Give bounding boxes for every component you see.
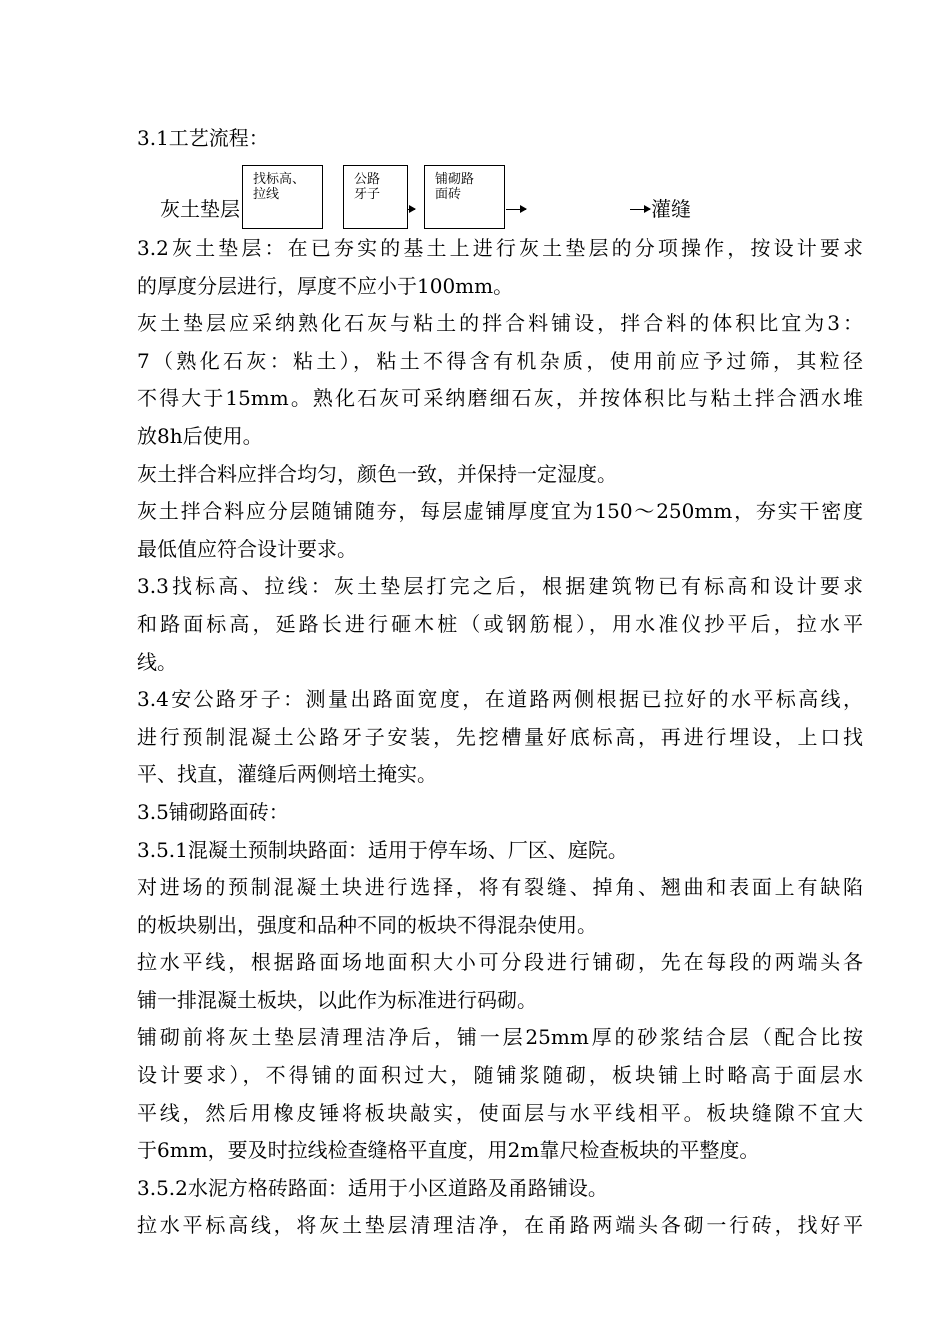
flow-end-label: 灌缝 bbox=[651, 197, 691, 221]
flow-start-label: 灰土垫层 bbox=[160, 197, 240, 221]
text-line: 灰土垫层应采纳熟化石灰与粘土的拌合料铺设，拌合料的体积比宜为3： bbox=[137, 311, 863, 336]
text-line: 灰土拌合料应拌合均匀，颜色一致，并保持一定湿度。 bbox=[137, 461, 617, 486]
text-line: 铺一排混凝土板块，以此作为标准进行码砌。 bbox=[137, 987, 537, 1012]
flow-step-box-3 bbox=[424, 165, 505, 229]
section-heading: 3.1工艺流程： bbox=[137, 126, 269, 150]
text-line: 平线，然后用橡皮锤将板块敲实，使面层与水平线相平。板块缝隙不宜大 bbox=[137, 1100, 863, 1125]
text-line: 对进场的预制混凝土块进行选择，将有裂缝、掉角、翘曲和表面上有缺陷 bbox=[137, 875, 863, 900]
text-line: 3.5.2水泥方格砖路面：适用于小区道路及甬路铺设。 bbox=[137, 1175, 608, 1200]
text-line: 3.4安公路牙子：测量出路面宽度，在道路两侧根据已拉好的水平标高线， bbox=[137, 687, 863, 712]
flow-step-1-line2: 拉线 bbox=[253, 187, 280, 202]
flow-step-box-2 bbox=[343, 165, 408, 229]
flow-arrow-icon bbox=[506, 209, 526, 210]
text-line: 的厚度分层进行，厚度不应小于100mm。 bbox=[137, 273, 514, 298]
text-line: 3.5铺砌路面砖： bbox=[137, 799, 289, 824]
body-text bbox=[137, 230, 863, 1245]
flow-step-3-line1: 铺砌路 bbox=[435, 172, 475, 187]
text-line: 铺砌前将灰土垫层清理洁净后，铺一层25mm厚的砂浆结合层（配合比按 bbox=[137, 1025, 863, 1050]
text-line: 的板块剔出，强度和品种不同的板块不得混杂使用。 bbox=[137, 912, 597, 937]
text-line: 进行预制混凝土公路牙子安装，先挖槽量好底标高，再进行埋设，上口找 bbox=[137, 724, 863, 749]
text-line: 拉水平线，根据路面场地面积大小可分段进行铺砌，先在每段的两端头各 bbox=[137, 950, 863, 975]
text-line: 3.2灰土垫层：在已夯实的基土上进行灰土垫层的分项操作，按设计要求 bbox=[137, 236, 863, 260]
text-line: 3.5.1混凝土预制块路面：适用于停车场、厂区、庭院。 bbox=[137, 837, 628, 862]
text-line: 不得大于15mm。熟化石灰可采纳磨细石灰，并按体积比与粘土拌合洒水堆 bbox=[137, 386, 863, 411]
flow-step-1-line1: 找标高、 bbox=[253, 172, 306, 187]
flow-step-box-1 bbox=[242, 165, 323, 229]
text-line: 7（熟化石灰：粘土），粘土不得含有机杂质，使用前应予过筛，其粒径 bbox=[137, 348, 863, 373]
text-line: 平、找直，灌缝后两侧培土掩实。 bbox=[137, 762, 437, 787]
text-line: 3.3找标高、拉线：灰土垫层打完之后，根据建筑物已有标高和设计要求 bbox=[137, 574, 863, 599]
flow-arrow-icon bbox=[408, 209, 415, 210]
flow-step-2-line1: 公路 bbox=[354, 172, 381, 187]
text-line: 拉水平标高线，将灰土垫层清理洁净，在甬路两端头各砌一行砖，找好平 bbox=[137, 1213, 863, 1238]
text-line: 放8h后使用。 bbox=[137, 423, 263, 448]
flow-arrow-icon bbox=[630, 209, 650, 210]
text-line: 线。 bbox=[137, 649, 177, 674]
text-line: 和路面标高，延路长进行砸木桩（或钢筋棍），用水准仪抄平后，拉水平 bbox=[137, 611, 863, 636]
flow-step-2-line2: 牙子 bbox=[354, 187, 381, 202]
process-flow-diagram bbox=[0, 165, 950, 235]
text-line: 于6mm，要及时拉线检查缝格平直度，用2m靠尺检查板块的平整度。 bbox=[137, 1138, 760, 1163]
text-line: 灰土拌合料应分层随铺随夯，每层虚铺厚度宜为150～250mm，夯实干密度 bbox=[137, 499, 863, 524]
text-line: 设计要求），不得铺的面积过大，随铺浆随砌，板块铺上时略高于面层水 bbox=[137, 1063, 863, 1088]
text-line: 最低值应符合设计要求。 bbox=[137, 536, 357, 561]
flow-step-3-line2: 面砖 bbox=[435, 187, 462, 202]
